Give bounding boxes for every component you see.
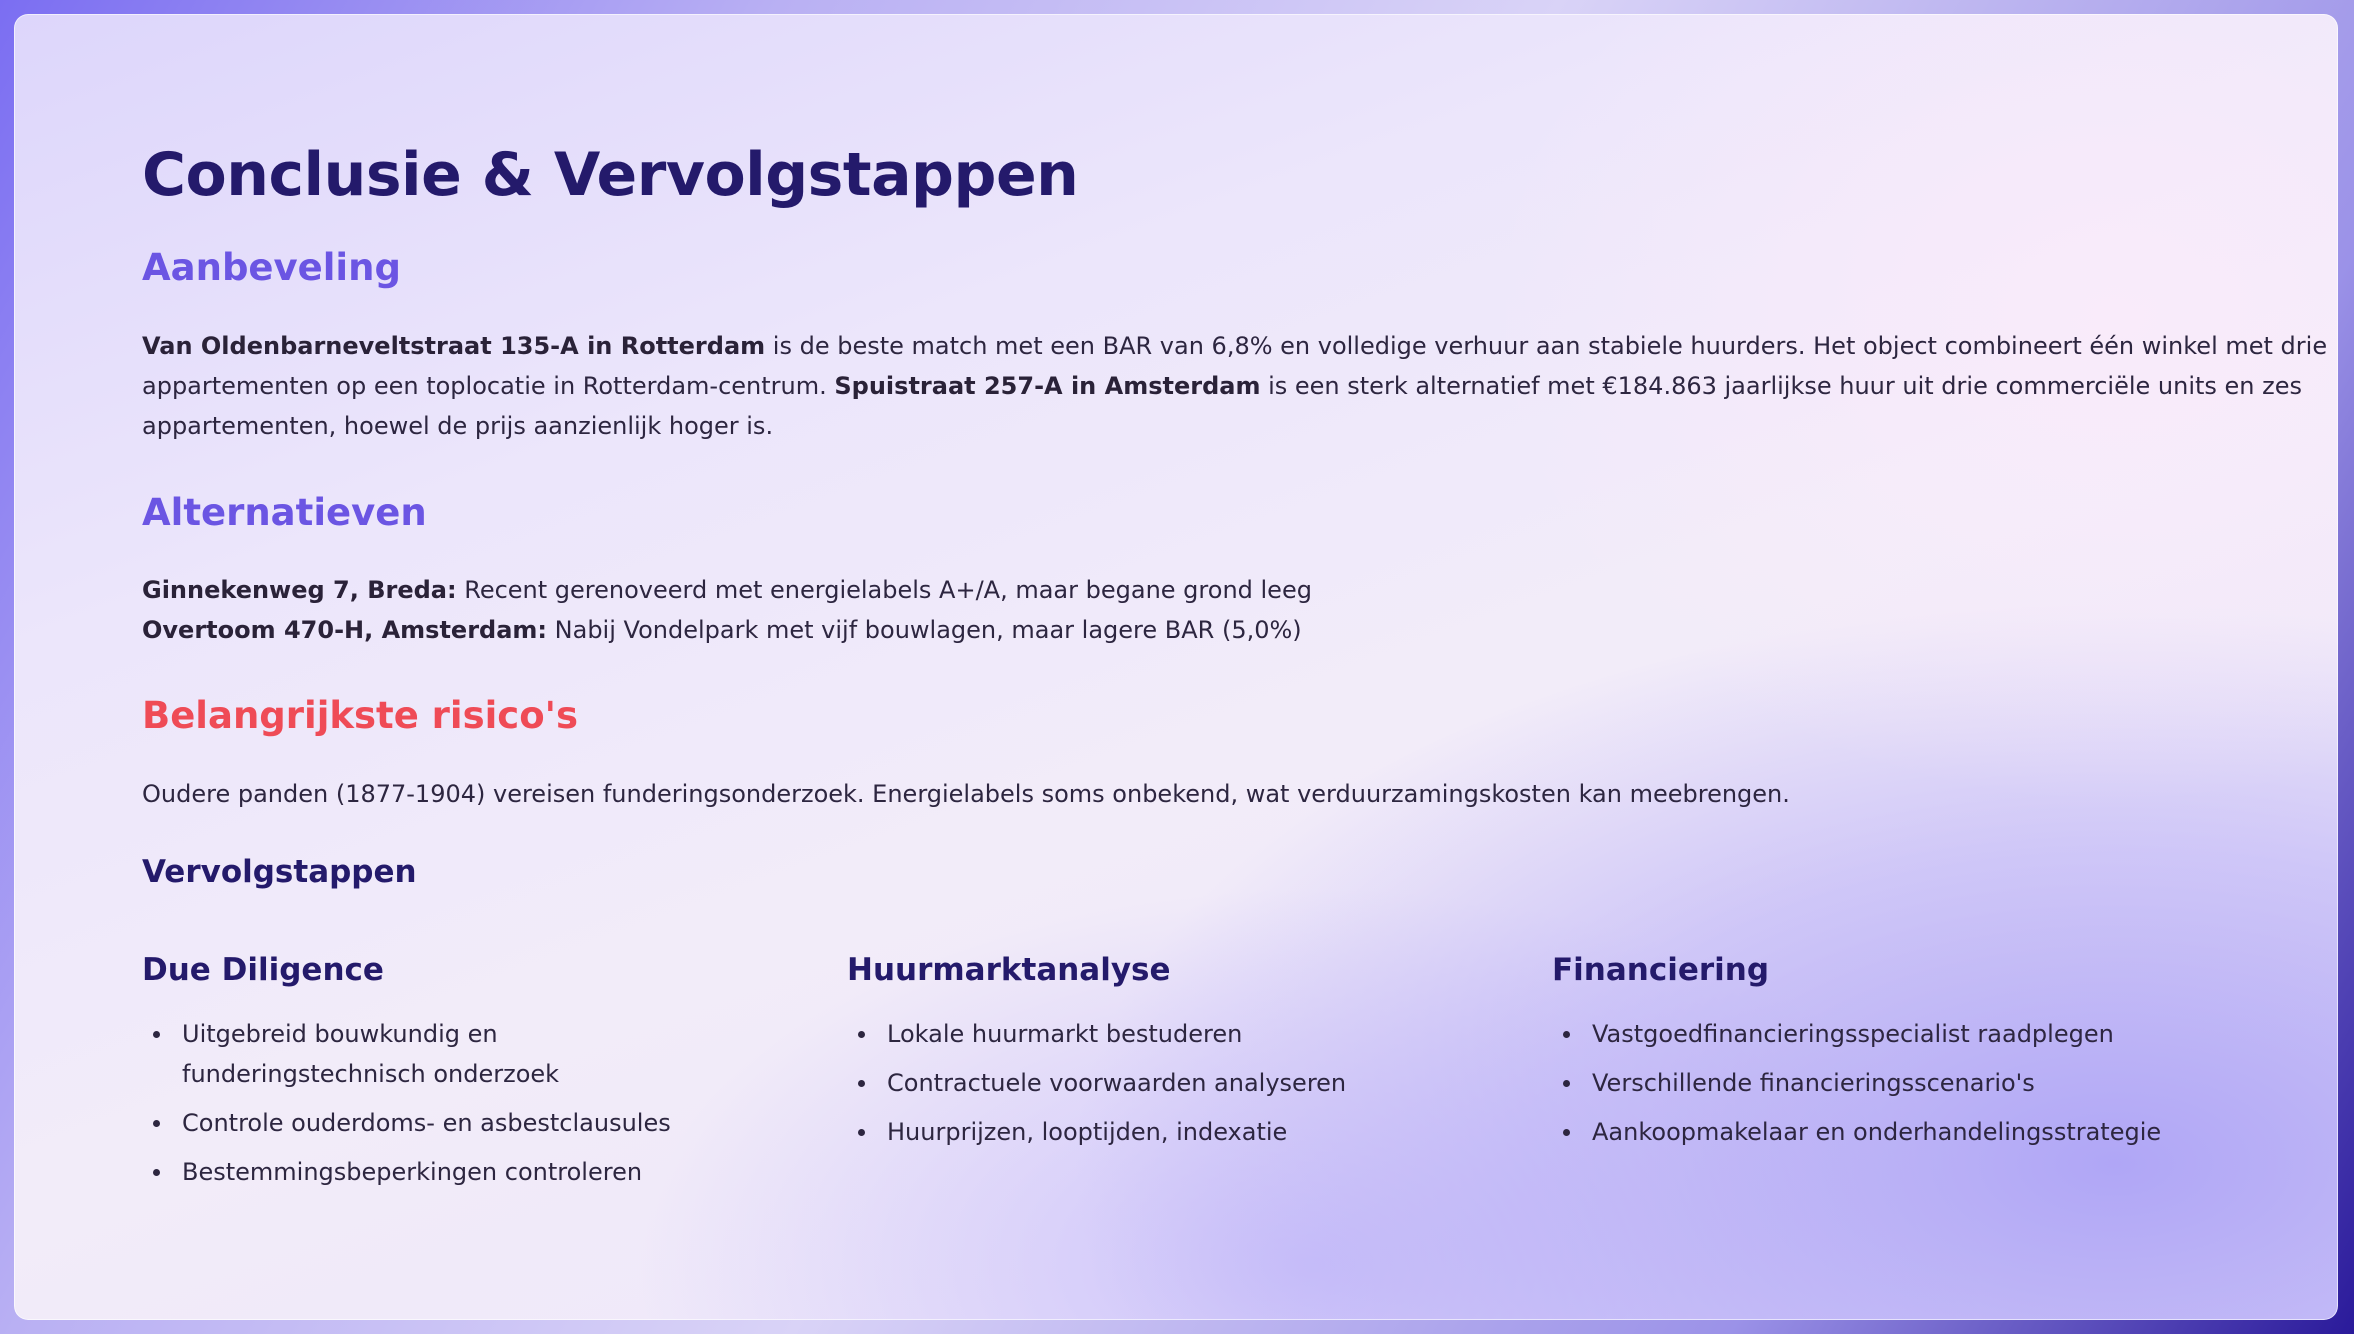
list-item: Aankoopmakelaar en onderhandelingsstrategie	[1552, 1112, 2192, 1152]
alternatieven-heading: Alternatieven	[142, 491, 427, 534]
aanbeveling-text: is een sterk alternatief met €184.863 jaarlijkse huur uit drie commerciële units en zes	[1260, 372, 2303, 400]
huurmarktanalyse-column	[847, 952, 1487, 1161]
list-item: Vastgoedfinancieringsspecialist raadplegen	[1552, 1014, 2192, 1054]
risicos-heading: Belangrijkste risico's	[142, 694, 579, 737]
slide-frame	[14, 14, 2338, 1320]
column-title: Financiering	[1552, 952, 1770, 988]
alternatief-item	[142, 570, 2232, 610]
list-item: Bestemmingsbeperkingen controleren	[142, 1152, 782, 1192]
alternatief-text: Nabij Vondelpark met vijf bouwlagen, maar lagere BAR (5,0%)	[547, 616, 1302, 644]
list-item: Controle ouderdoms- en asbestclausules	[142, 1103, 782, 1143]
alternatief-text: Recent gerenoveerd met energielabels A+/A, maar begane grond leeg	[456, 576, 1312, 604]
alternatief-label: Ginnekenweg 7, Breda:	[142, 576, 457, 604]
column-list	[142, 1014, 782, 1192]
aanbeveling-text: is de beste match met een BAR van 6,8% en volledige verhuur aan stabiele huurders. Het object combineert één winkel met drie	[765, 332, 2328, 360]
property-name: Spuistraat 257-A in Amsterdam	[834, 372, 1261, 400]
vervolgstappen-heading: Vervolgstappen	[142, 854, 417, 890]
list-item: Lokale huurmarkt bestuderen	[847, 1014, 1487, 1054]
alternatieven-list	[142, 570, 2232, 650]
aanbeveling-line	[142, 326, 2328, 366]
due-diligence-column	[142, 952, 782, 1201]
column-title: Huurmarktanalyse	[847, 952, 1171, 988]
financiering-column	[1552, 952, 2192, 1161]
alternatief-label: Overtoom 470-H, Amsterdam:	[142, 616, 548, 644]
column-title: Due Diligence	[142, 952, 384, 988]
aanbeveling-heading: Aanbeveling	[142, 246, 401, 289]
page-title: Conclusie & Vervolgstappen	[142, 140, 1079, 210]
aanbeveling-text: appartementen op een toplocatie in Rotterdam-centrum.	[142, 372, 835, 400]
property-name: Van Oldenbarneveltstraat 135-A in Rotterdam	[142, 332, 766, 360]
risicos-text	[142, 774, 2232, 814]
list-item: Huurprijzen, looptijden, indexatie	[847, 1112, 1487, 1152]
aanbeveling-paragraph	[142, 326, 2328, 446]
column-list	[1552, 1014, 2192, 1152]
aanbeveling-line	[142, 366, 2303, 406]
alternatief-item	[142, 610, 2232, 650]
column-list	[847, 1014, 1487, 1152]
list-item: Uitgebreid bouwkundig en funderingstechnisch onderzoek	[142, 1014, 742, 1094]
list-item: Verschillende financieringsscenario's	[1552, 1063, 2192, 1103]
list-item: Contractuele voorwaarden analyseren	[847, 1063, 1487, 1103]
aanbeveling-line	[142, 406, 2232, 446]
aanbeveling-text: appartementen, hoewel de prijs aanzienlijk hoger is.	[142, 412, 774, 440]
risicos-line: Oudere panden (1877-1904) vereisen funderingsonderzoek. Energielabels soms onbekend, wat verduurzamingskosten kan meebrengen.	[142, 780, 1790, 808]
